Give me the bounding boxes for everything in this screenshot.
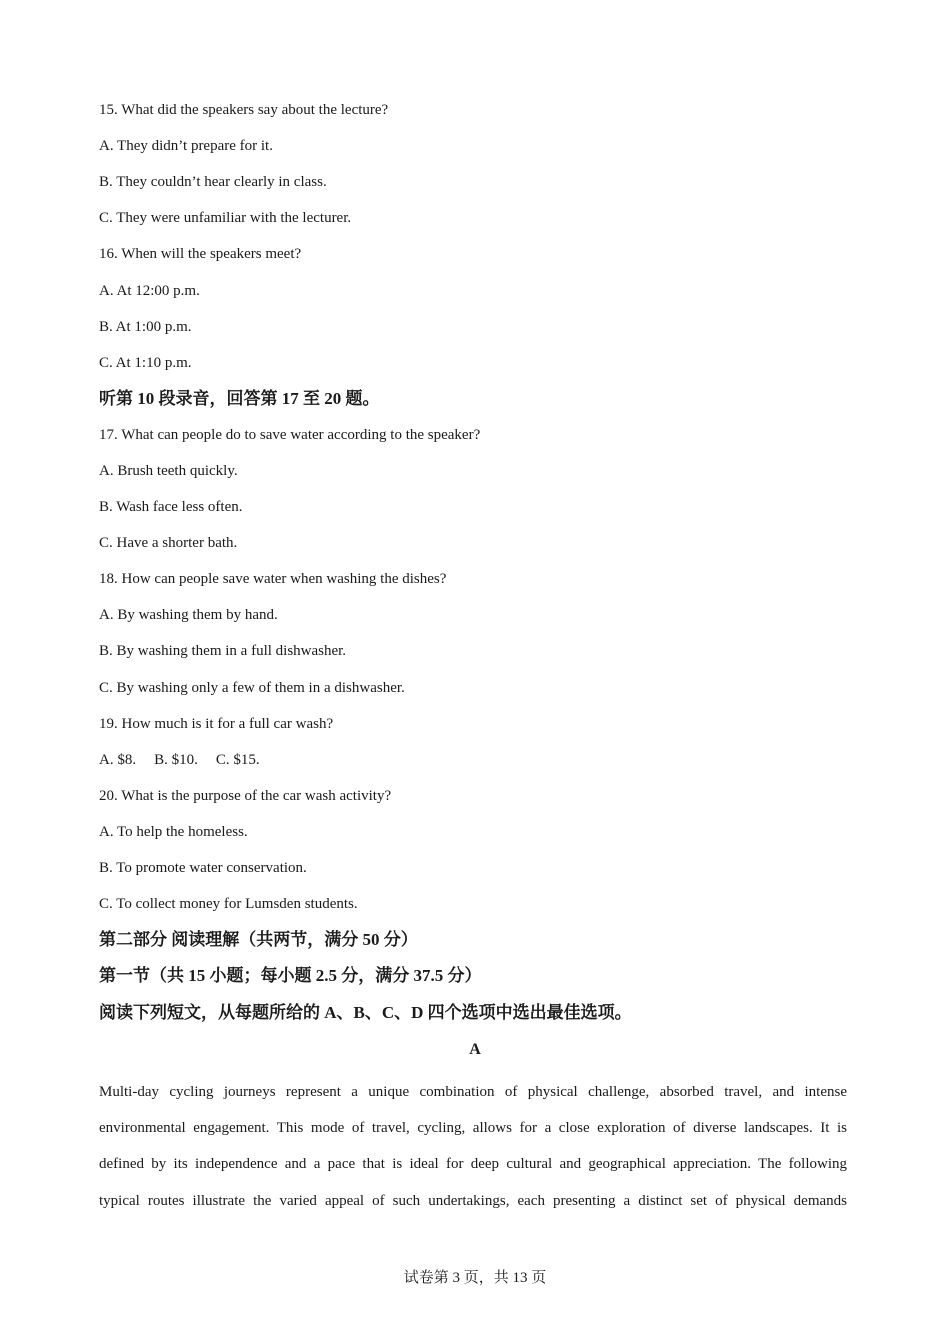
q19-option-b: B. $10. — [154, 752, 198, 768]
q15-option-a: A. They didn’t prepare for it. — [99, 138, 273, 154]
part2-title: 第二部分 阅读理解（共两节，满分 50 分） — [99, 930, 418, 949]
q18-option-a: A. By washing them by hand. — [99, 607, 278, 623]
q20-option-c: C. To collect money for Lumsden students. — [99, 896, 358, 912]
passage-line-1: Multi-day cycling journeys represent a unique combination of physical challenge, absorbed travel, and intense — [99, 1084, 847, 1100]
passage-line-2: environmental engagement. This mode of travel, cycling, allows for a close exploration of diverse landscapes. It is — [99, 1120, 847, 1137]
q17-option-b: B. Wash face less often. — [99, 499, 243, 515]
q20-option-b: B. To promote water conservation. — [99, 860, 307, 876]
q16-option-c: C. At 1:10 p.m. — [99, 355, 192, 371]
passage-line-3: defined by its independence and a pace that is ideal for deep cultural and geographical appreciation. The following — [99, 1156, 847, 1173]
passage-line-4: typical routes illustrate the varied appeal of such undertakings, each presenting a distinct set of physical demands — [99, 1192, 847, 1209]
passage-paragraph — [99, 1074, 847, 1219]
q17-option-a: A. Brush teeth quickly. — [99, 463, 238, 479]
section-10-heading: 听第 10 段录音，回答第 17 至 20 题。 — [99, 389, 380, 408]
q16-option-a: A. At 12:00 p.m. — [99, 283, 200, 299]
q15-option-c: C. They were unfamiliar with the lecturer. — [99, 210, 352, 226]
page-footer: 试卷第 3 页，共 13 页 — [403, 1270, 547, 1286]
q19-option-a: A. $8. — [99, 752, 137, 768]
passage-label: A — [469, 1041, 481, 1058]
q19-stem: 19. How much is it for a full car wash? — [99, 716, 334, 732]
q20-option-a: A. To help the homeless. — [99, 824, 248, 840]
q20-stem: 20. What is the purpose of the car wash activity? — [99, 788, 392, 804]
q15-stem: 15. What did the speakers say about the lecture? — [99, 102, 389, 118]
q18-option-b: B. By washing them in a full dishwasher. — [99, 643, 347, 659]
q16-stem: 16. When will the speakers meet? — [99, 246, 302, 262]
q19-option-c: C. $15. — [215, 752, 260, 768]
q15-option-b: B. They couldn’t hear clearly in class. — [99, 174, 327, 190]
q17-option-c: C. Have a shorter bath. — [99, 535, 238, 551]
q17-stem: 17. What can people do to save water according to the speaker? — [99, 427, 481, 443]
q16-option-b: B. At 1:00 p.m. — [99, 319, 192, 335]
q18-option-c: C. By washing only a few of them in a dishwasher. — [99, 680, 405, 696]
q18-stem: 18. How can people save water when washing the dishes? — [99, 571, 447, 587]
part2-section1: 第一节（共 15 小题；每小题 2.5 分，满分 37.5 分） — [99, 966, 482, 985]
part2-instruction: 阅读下列短文，从每题所给的 A、B、C、D 四个选项中选出最佳选项。 — [99, 1003, 632, 1022]
q19-options — [99, 750, 260, 770]
